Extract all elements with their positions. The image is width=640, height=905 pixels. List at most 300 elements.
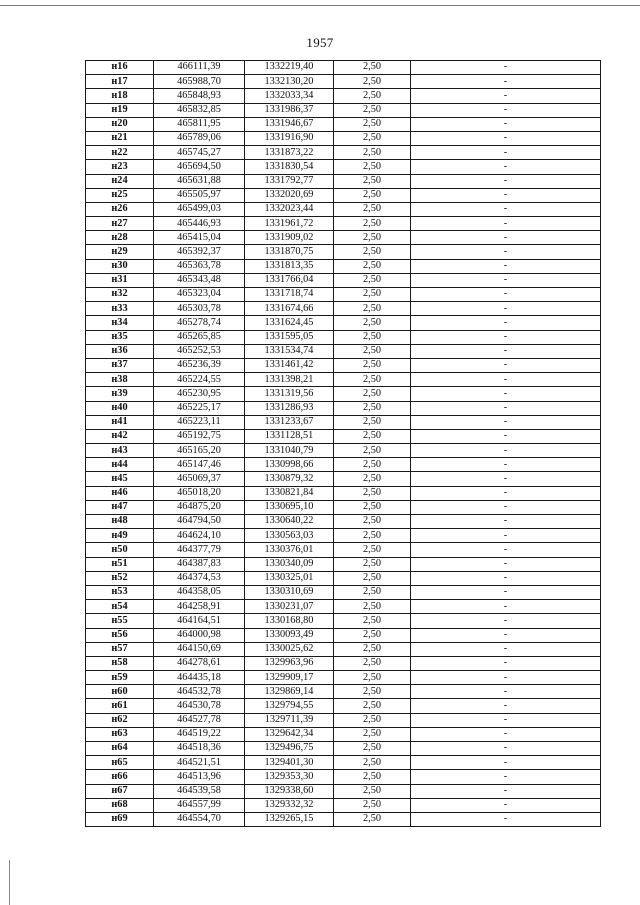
table-row	[86, 770, 601, 784]
point-id-cell: н38	[86, 373, 154, 387]
table-row	[86, 401, 601, 415]
table-row	[86, 628, 601, 642]
accuracy-cell: 2,50	[334, 699, 411, 713]
method-cell: -	[411, 600, 601, 614]
y-coordinate-cell: 1330998,66	[245, 458, 334, 472]
y-coordinate-cell: 1331986,37	[245, 103, 334, 117]
point-id-cell: н53	[86, 585, 154, 599]
point-id-cell: н64	[86, 742, 154, 756]
accuracy-cell: 2,50	[334, 316, 411, 330]
y-coordinate-cell: 1332033,34	[245, 89, 334, 103]
method-cell: -	[411, 217, 601, 231]
point-id-cell: н47	[86, 500, 154, 514]
x-coordinate-cell: 465832,85	[154, 103, 245, 117]
x-coordinate-cell: 465192,75	[154, 429, 245, 443]
y-coordinate-cell: 1332130,20	[245, 75, 334, 89]
accuracy-cell: 2,50	[334, 614, 411, 628]
accuracy-cell: 2,50	[334, 798, 411, 812]
x-coordinate-cell: 464794,50	[154, 515, 245, 529]
table-row	[86, 784, 601, 798]
table-row	[86, 202, 601, 216]
method-cell: -	[411, 742, 601, 756]
method-cell: -	[411, 146, 601, 160]
table-row	[86, 217, 601, 231]
accuracy-cell: 2,50	[334, 387, 411, 401]
y-coordinate-cell: 1330168,80	[245, 614, 334, 628]
x-coordinate-cell: 465224,55	[154, 373, 245, 387]
table-row	[86, 302, 601, 316]
accuracy-cell: 2,50	[334, 515, 411, 529]
method-cell: -	[411, 117, 601, 131]
accuracy-cell: 2,50	[334, 713, 411, 727]
point-id-cell: н40	[86, 401, 154, 415]
x-coordinate-cell: 464532,78	[154, 685, 245, 699]
x-coordinate-cell: 464539,58	[154, 784, 245, 798]
method-cell: -	[411, 656, 601, 670]
y-coordinate-cell: 1331830,54	[245, 160, 334, 174]
method-cell: -	[411, 486, 601, 500]
method-cell: -	[411, 614, 601, 628]
table-row	[86, 160, 601, 174]
y-coordinate-cell: 1330093,49	[245, 628, 334, 642]
x-coordinate-cell: 464435,18	[154, 671, 245, 685]
point-id-cell: н45	[86, 472, 154, 486]
point-id-cell: н59	[86, 671, 154, 685]
method-cell: -	[411, 727, 601, 741]
y-coordinate-cell: 1329265,15	[245, 812, 334, 826]
x-coordinate-cell: 464519,22	[154, 727, 245, 741]
y-coordinate-cell: 1331718,74	[245, 288, 334, 302]
method-cell: -	[411, 571, 601, 585]
table-row	[86, 387, 601, 401]
point-id-cell: н33	[86, 302, 154, 316]
accuracy-cell: 2,50	[334, 429, 411, 443]
table-row	[86, 245, 601, 259]
x-coordinate-cell: 465988,70	[154, 75, 245, 89]
table-row	[86, 288, 601, 302]
x-coordinate-cell: 464258,91	[154, 600, 245, 614]
table-row	[86, 557, 601, 571]
y-coordinate-cell: 1329496,75	[245, 742, 334, 756]
accuracy-cell: 2,50	[334, 600, 411, 614]
method-cell: -	[411, 515, 601, 529]
table-row	[86, 415, 601, 429]
accuracy-cell: 2,50	[334, 117, 411, 131]
method-cell: -	[411, 373, 601, 387]
y-coordinate-cell: 1331461,42	[245, 358, 334, 372]
coordinates-table	[85, 60, 601, 827]
x-coordinate-cell: 465499,03	[154, 202, 245, 216]
x-coordinate-cell: 465631,88	[154, 174, 245, 188]
table-row	[86, 231, 601, 245]
table-row	[86, 316, 601, 330]
x-coordinate-cell: 465225,17	[154, 401, 245, 415]
y-coordinate-cell: 1331595,05	[245, 330, 334, 344]
accuracy-cell: 2,50	[334, 671, 411, 685]
point-id-cell: н23	[86, 160, 154, 174]
top-rule	[0, 5, 640, 6]
accuracy-cell: 2,50	[334, 103, 411, 117]
point-id-cell: н66	[86, 770, 154, 784]
table-row	[86, 458, 601, 472]
accuracy-cell: 2,50	[334, 273, 411, 287]
table-row	[86, 515, 601, 529]
method-cell: -	[411, 160, 601, 174]
accuracy-cell: 2,50	[334, 415, 411, 429]
x-coordinate-cell: 465446,93	[154, 217, 245, 231]
point-id-cell: н62	[86, 713, 154, 727]
point-id-cell: н24	[86, 174, 154, 188]
x-coordinate-cell: 465069,37	[154, 472, 245, 486]
y-coordinate-cell: 1330340,09	[245, 557, 334, 571]
x-coordinate-cell: 464377,79	[154, 543, 245, 557]
y-coordinate-cell: 1331286,93	[245, 401, 334, 415]
point-id-cell: н48	[86, 515, 154, 529]
table-row	[86, 61, 601, 75]
y-coordinate-cell: 1331040,79	[245, 444, 334, 458]
point-id-cell: н16	[86, 61, 154, 75]
accuracy-cell: 2,50	[334, 500, 411, 514]
point-id-cell: н69	[86, 812, 154, 826]
x-coordinate-cell: 464875,20	[154, 500, 245, 514]
point-id-cell: н20	[86, 117, 154, 131]
y-coordinate-cell: 1332219,40	[245, 61, 334, 75]
accuracy-cell: 2,50	[334, 259, 411, 273]
accuracy-cell: 2,50	[334, 89, 411, 103]
point-id-cell: н39	[86, 387, 154, 401]
table-row	[86, 89, 601, 103]
method-cell: -	[411, 784, 601, 798]
table-row	[86, 273, 601, 287]
method-cell: -	[411, 273, 601, 287]
x-coordinate-cell: 464358,05	[154, 585, 245, 599]
table-row	[86, 571, 601, 585]
point-id-cell: н35	[86, 330, 154, 344]
point-id-cell: н41	[86, 415, 154, 429]
y-coordinate-cell: 1330563,03	[245, 529, 334, 543]
table-row	[86, 812, 601, 826]
table-row	[86, 259, 601, 273]
point-id-cell: н18	[86, 89, 154, 103]
method-cell: -	[411, 89, 601, 103]
x-coordinate-cell: 465505,97	[154, 188, 245, 202]
y-coordinate-cell: 1331128,51	[245, 429, 334, 443]
method-cell: -	[411, 642, 601, 656]
table-row	[86, 543, 601, 557]
point-id-cell: н30	[86, 259, 154, 273]
x-coordinate-cell: 465223,11	[154, 415, 245, 429]
x-coordinate-cell: 464164,51	[154, 614, 245, 628]
table-row	[86, 699, 601, 713]
method-cell: -	[411, 259, 601, 273]
x-coordinate-cell: 465745,27	[154, 146, 245, 160]
y-coordinate-cell: 1329794,55	[245, 699, 334, 713]
accuracy-cell: 2,50	[334, 75, 411, 89]
accuracy-cell: 2,50	[334, 557, 411, 571]
table-row	[86, 529, 601, 543]
accuracy-cell: 2,50	[334, 330, 411, 344]
x-coordinate-cell: 465303,78	[154, 302, 245, 316]
x-coordinate-cell: 466111,39	[154, 61, 245, 75]
y-coordinate-cell: 1330879,32	[245, 472, 334, 486]
table-row	[86, 117, 601, 131]
point-id-cell: н61	[86, 699, 154, 713]
accuracy-cell: 2,50	[334, 458, 411, 472]
x-coordinate-cell: 465789,06	[154, 131, 245, 145]
y-coordinate-cell: 1331813,35	[245, 259, 334, 273]
point-id-cell: н50	[86, 543, 154, 557]
y-coordinate-cell: 1332023,44	[245, 202, 334, 216]
x-coordinate-cell: 464521,51	[154, 756, 245, 770]
x-coordinate-cell: 464557,99	[154, 798, 245, 812]
x-coordinate-cell: 465415,04	[154, 231, 245, 245]
table-row	[86, 373, 601, 387]
x-coordinate-cell: 464374,53	[154, 571, 245, 585]
y-coordinate-cell: 1330310,69	[245, 585, 334, 599]
accuracy-cell: 2,50	[334, 543, 411, 557]
accuracy-cell: 2,50	[334, 131, 411, 145]
y-coordinate-cell: 1330325,01	[245, 571, 334, 585]
x-coordinate-cell: 465848,93	[154, 89, 245, 103]
x-coordinate-cell: 465323,04	[154, 288, 245, 302]
method-cell: -	[411, 288, 601, 302]
method-cell: -	[411, 500, 601, 514]
accuracy-cell: 2,50	[334, 302, 411, 316]
y-coordinate-cell: 1332020,69	[245, 188, 334, 202]
table-row	[86, 642, 601, 656]
accuracy-cell: 2,50	[334, 245, 411, 259]
y-coordinate-cell: 1329338,60	[245, 784, 334, 798]
point-id-cell: н65	[86, 756, 154, 770]
y-coordinate-cell: 1329642,34	[245, 727, 334, 741]
table-row	[86, 585, 601, 599]
method-cell: -	[411, 671, 601, 685]
x-coordinate-cell: 465018,20	[154, 486, 245, 500]
table-row	[86, 685, 601, 699]
table-row	[86, 174, 601, 188]
accuracy-cell: 2,50	[334, 656, 411, 670]
x-coordinate-cell: 464624,10	[154, 529, 245, 543]
method-cell: -	[411, 444, 601, 458]
y-coordinate-cell: 1330376,01	[245, 543, 334, 557]
method-cell: -	[411, 472, 601, 486]
table-row	[86, 756, 601, 770]
method-cell: -	[411, 344, 601, 358]
method-cell: -	[411, 458, 601, 472]
x-coordinate-cell: 464527,78	[154, 713, 245, 727]
method-cell: -	[411, 231, 601, 245]
point-id-cell: н28	[86, 231, 154, 245]
x-coordinate-cell: 465236,39	[154, 358, 245, 372]
method-cell: -	[411, 131, 601, 145]
y-coordinate-cell: 1330695,10	[245, 500, 334, 514]
accuracy-cell: 2,50	[334, 486, 411, 500]
y-coordinate-cell: 1329332,32	[245, 798, 334, 812]
method-cell: -	[411, 699, 601, 713]
accuracy-cell: 2,50	[334, 61, 411, 75]
table-row	[86, 472, 601, 486]
method-cell: -	[411, 302, 601, 316]
point-id-cell: н55	[86, 614, 154, 628]
x-coordinate-cell: 464530,78	[154, 699, 245, 713]
accuracy-cell: 2,50	[334, 373, 411, 387]
y-coordinate-cell: 1331961,72	[245, 217, 334, 231]
y-coordinate-cell: 1331916,90	[245, 131, 334, 145]
method-cell: -	[411, 770, 601, 784]
x-coordinate-cell: 465165,20	[154, 444, 245, 458]
method-cell: -	[411, 543, 601, 557]
y-coordinate-cell: 1331870,75	[245, 245, 334, 259]
y-coordinate-cell: 1329869,14	[245, 685, 334, 699]
point-id-cell: н22	[86, 146, 154, 160]
accuracy-cell: 2,50	[334, 770, 411, 784]
accuracy-cell: 2,50	[334, 812, 411, 826]
method-cell: -	[411, 61, 601, 75]
point-id-cell: н31	[86, 273, 154, 287]
accuracy-cell: 2,50	[334, 401, 411, 415]
accuracy-cell: 2,50	[334, 444, 411, 458]
scan-edge-mark	[9, 860, 10, 905]
accuracy-cell: 2,50	[334, 188, 411, 202]
page-number: 1957	[306, 35, 334, 50]
table-row	[86, 188, 601, 202]
y-coordinate-cell: 1331674,66	[245, 302, 334, 316]
method-cell: -	[411, 330, 601, 344]
method-cell: -	[411, 429, 601, 443]
x-coordinate-cell: 465343,48	[154, 273, 245, 287]
y-coordinate-cell: 1329353,30	[245, 770, 334, 784]
point-id-cell: н54	[86, 600, 154, 614]
method-cell: -	[411, 188, 601, 202]
table-row	[86, 798, 601, 812]
table-row	[86, 742, 601, 756]
point-id-cell: н21	[86, 131, 154, 145]
x-coordinate-cell: 464513,96	[154, 770, 245, 784]
x-coordinate-cell: 465147,46	[154, 458, 245, 472]
y-coordinate-cell: 1331534,74	[245, 344, 334, 358]
accuracy-cell: 2,50	[334, 642, 411, 656]
point-id-cell: н32	[86, 288, 154, 302]
y-coordinate-cell: 1331624,45	[245, 316, 334, 330]
method-cell: -	[411, 557, 601, 571]
point-id-cell: н51	[86, 557, 154, 571]
x-coordinate-cell: 465694,50	[154, 160, 245, 174]
point-id-cell: н52	[86, 571, 154, 585]
point-id-cell: н34	[86, 316, 154, 330]
x-coordinate-cell: 464278,61	[154, 656, 245, 670]
y-coordinate-cell: 1330025,62	[245, 642, 334, 656]
point-id-cell: н26	[86, 202, 154, 216]
y-coordinate-cell: 1329711,39	[245, 713, 334, 727]
point-id-cell: н36	[86, 344, 154, 358]
x-coordinate-cell: 464554,70	[154, 812, 245, 826]
y-coordinate-cell: 1330821,84	[245, 486, 334, 500]
x-coordinate-cell: 464387,83	[154, 557, 245, 571]
accuracy-cell: 2,50	[334, 784, 411, 798]
x-coordinate-cell: 465811,95	[154, 117, 245, 131]
y-coordinate-cell: 1329909,17	[245, 671, 334, 685]
method-cell: -	[411, 387, 601, 401]
y-coordinate-cell: 1329963,96	[245, 656, 334, 670]
x-coordinate-cell: 465392,37	[154, 245, 245, 259]
y-coordinate-cell: 1331233,67	[245, 415, 334, 429]
accuracy-cell: 2,50	[334, 358, 411, 372]
x-coordinate-cell: 465265,85	[154, 330, 245, 344]
x-coordinate-cell: 464150,69	[154, 642, 245, 656]
accuracy-cell: 2,50	[334, 174, 411, 188]
method-cell: -	[411, 713, 601, 727]
table-row	[86, 131, 601, 145]
method-cell: -	[411, 358, 601, 372]
accuracy-cell: 2,50	[334, 472, 411, 486]
y-coordinate-cell: 1331873,22	[245, 146, 334, 160]
method-cell: -	[411, 316, 601, 330]
x-coordinate-cell: 465252,53	[154, 344, 245, 358]
coordinates-table-body	[86, 61, 601, 827]
point-id-cell: н63	[86, 727, 154, 741]
point-id-cell: н19	[86, 103, 154, 117]
method-cell: -	[411, 812, 601, 826]
point-id-cell: н60	[86, 685, 154, 699]
table-row	[86, 656, 601, 670]
y-coordinate-cell: 1331766,04	[245, 273, 334, 287]
table-row	[86, 444, 601, 458]
accuracy-cell: 2,50	[334, 571, 411, 585]
x-coordinate-cell: 465230,95	[154, 387, 245, 401]
point-id-cell: н46	[86, 486, 154, 500]
y-coordinate-cell: 1329401,30	[245, 756, 334, 770]
y-coordinate-cell: 1331909,02	[245, 231, 334, 245]
accuracy-cell: 2,50	[334, 288, 411, 302]
point-id-cell: н25	[86, 188, 154, 202]
point-id-cell: н27	[86, 217, 154, 231]
y-coordinate-cell: 1331946,67	[245, 117, 334, 131]
accuracy-cell: 2,50	[334, 742, 411, 756]
point-id-cell: н37	[86, 358, 154, 372]
x-coordinate-cell: 465278,74	[154, 316, 245, 330]
accuracy-cell: 2,50	[334, 160, 411, 174]
point-id-cell: н17	[86, 75, 154, 89]
accuracy-cell: 2,50	[334, 756, 411, 770]
table-row	[86, 146, 601, 160]
method-cell: -	[411, 798, 601, 812]
point-id-cell: н42	[86, 429, 154, 443]
table-row	[86, 614, 601, 628]
method-cell: -	[411, 628, 601, 642]
method-cell: -	[411, 585, 601, 599]
point-id-cell: н56	[86, 628, 154, 642]
x-coordinate-cell: 464000,98	[154, 628, 245, 642]
table-row	[86, 429, 601, 443]
table-row	[86, 344, 601, 358]
method-cell: -	[411, 415, 601, 429]
point-id-cell: н29	[86, 245, 154, 259]
table-row	[86, 500, 601, 514]
table-row	[86, 713, 601, 727]
method-cell: -	[411, 75, 601, 89]
accuracy-cell: 2,50	[334, 529, 411, 543]
point-id-cell: н43	[86, 444, 154, 458]
point-id-cell: н57	[86, 642, 154, 656]
method-cell: -	[411, 202, 601, 216]
table-row	[86, 671, 601, 685]
accuracy-cell: 2,50	[334, 202, 411, 216]
table-row	[86, 75, 601, 89]
point-id-cell: н44	[86, 458, 154, 472]
x-coordinate-cell: 464518,36	[154, 742, 245, 756]
x-coordinate-cell: 465363,78	[154, 259, 245, 273]
method-cell: -	[411, 103, 601, 117]
